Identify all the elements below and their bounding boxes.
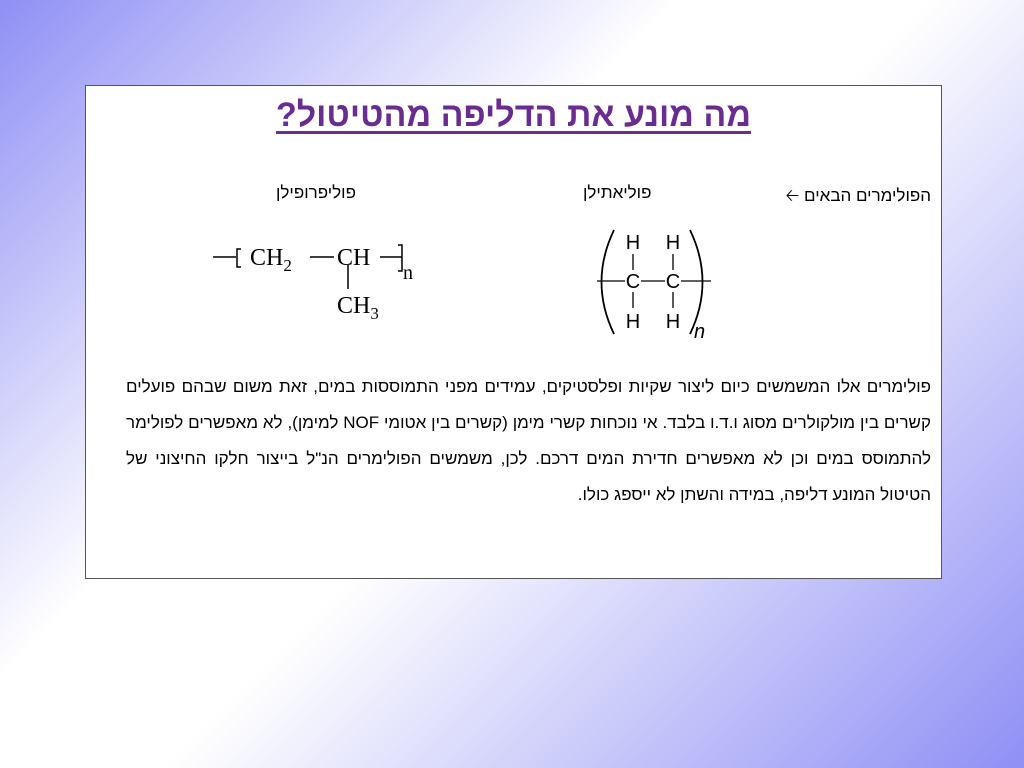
- pp-ch3-text: $CH_3$: [337, 293, 379, 323]
- pe-atom-h-bottom-right: H: [665, 311, 681, 333]
- slide-title: מה מונע את הדליפה מהטיטול?: [275, 96, 752, 134]
- pe-atom-h-top-right: H: [665, 232, 681, 254]
- polypropylene-label: פוליפרופילן: [276, 183, 356, 202]
- slide-content-box: [85, 85, 942, 579]
- arrow-left-icon: 🡠: [785, 186, 800, 205]
- pp-repeat-index: n: [403, 262, 413, 284]
- explanation-paragraph: פולימרים אלו המשמשים כיום ליצור שקיות ופלסטיקים, עמידים מפני התמוססות במים, זאת משום שבהם פועלים קשרים בין מולקולרים מסוג ו.ד.ו בלבד. אי נוכחות קשרי מימן (קשרים בין אטומי NOF למימן), לא מאפשרים לפולימר להתמוסס במים וכן לא מאפשרים חדירת המים דרכם. לכן, משמשים הפולימרים הנ"ל בייצור חלקו החיצוני של הטיטול המונע דליפה, במידה והשתן לא ייספג כולו.: [126, 377, 931, 504]
- pe-atom-c-left: C: [625, 271, 641, 293]
- polyethylene-structure: [591, 226, 721, 346]
- pp-ch2-text: $CH_2$: [250, 245, 292, 275]
- pe-atom-c-right: C: [665, 271, 681, 293]
- polyethylene-label: פוליאתילן: [583, 183, 652, 202]
- polypropylene-structure: [210, 231, 430, 331]
- polymers-intro-label: [786, 183, 931, 212]
- intro-label-text: הפולימרים הבאים: [804, 186, 931, 205]
- pp-ch-text: CH: [337, 245, 371, 271]
- pe-atom-h-top-left: H: [625, 232, 641, 254]
- pe-repeat-index: n: [694, 321, 706, 343]
- pe-atom-h-bottom-left: H: [625, 311, 641, 333]
